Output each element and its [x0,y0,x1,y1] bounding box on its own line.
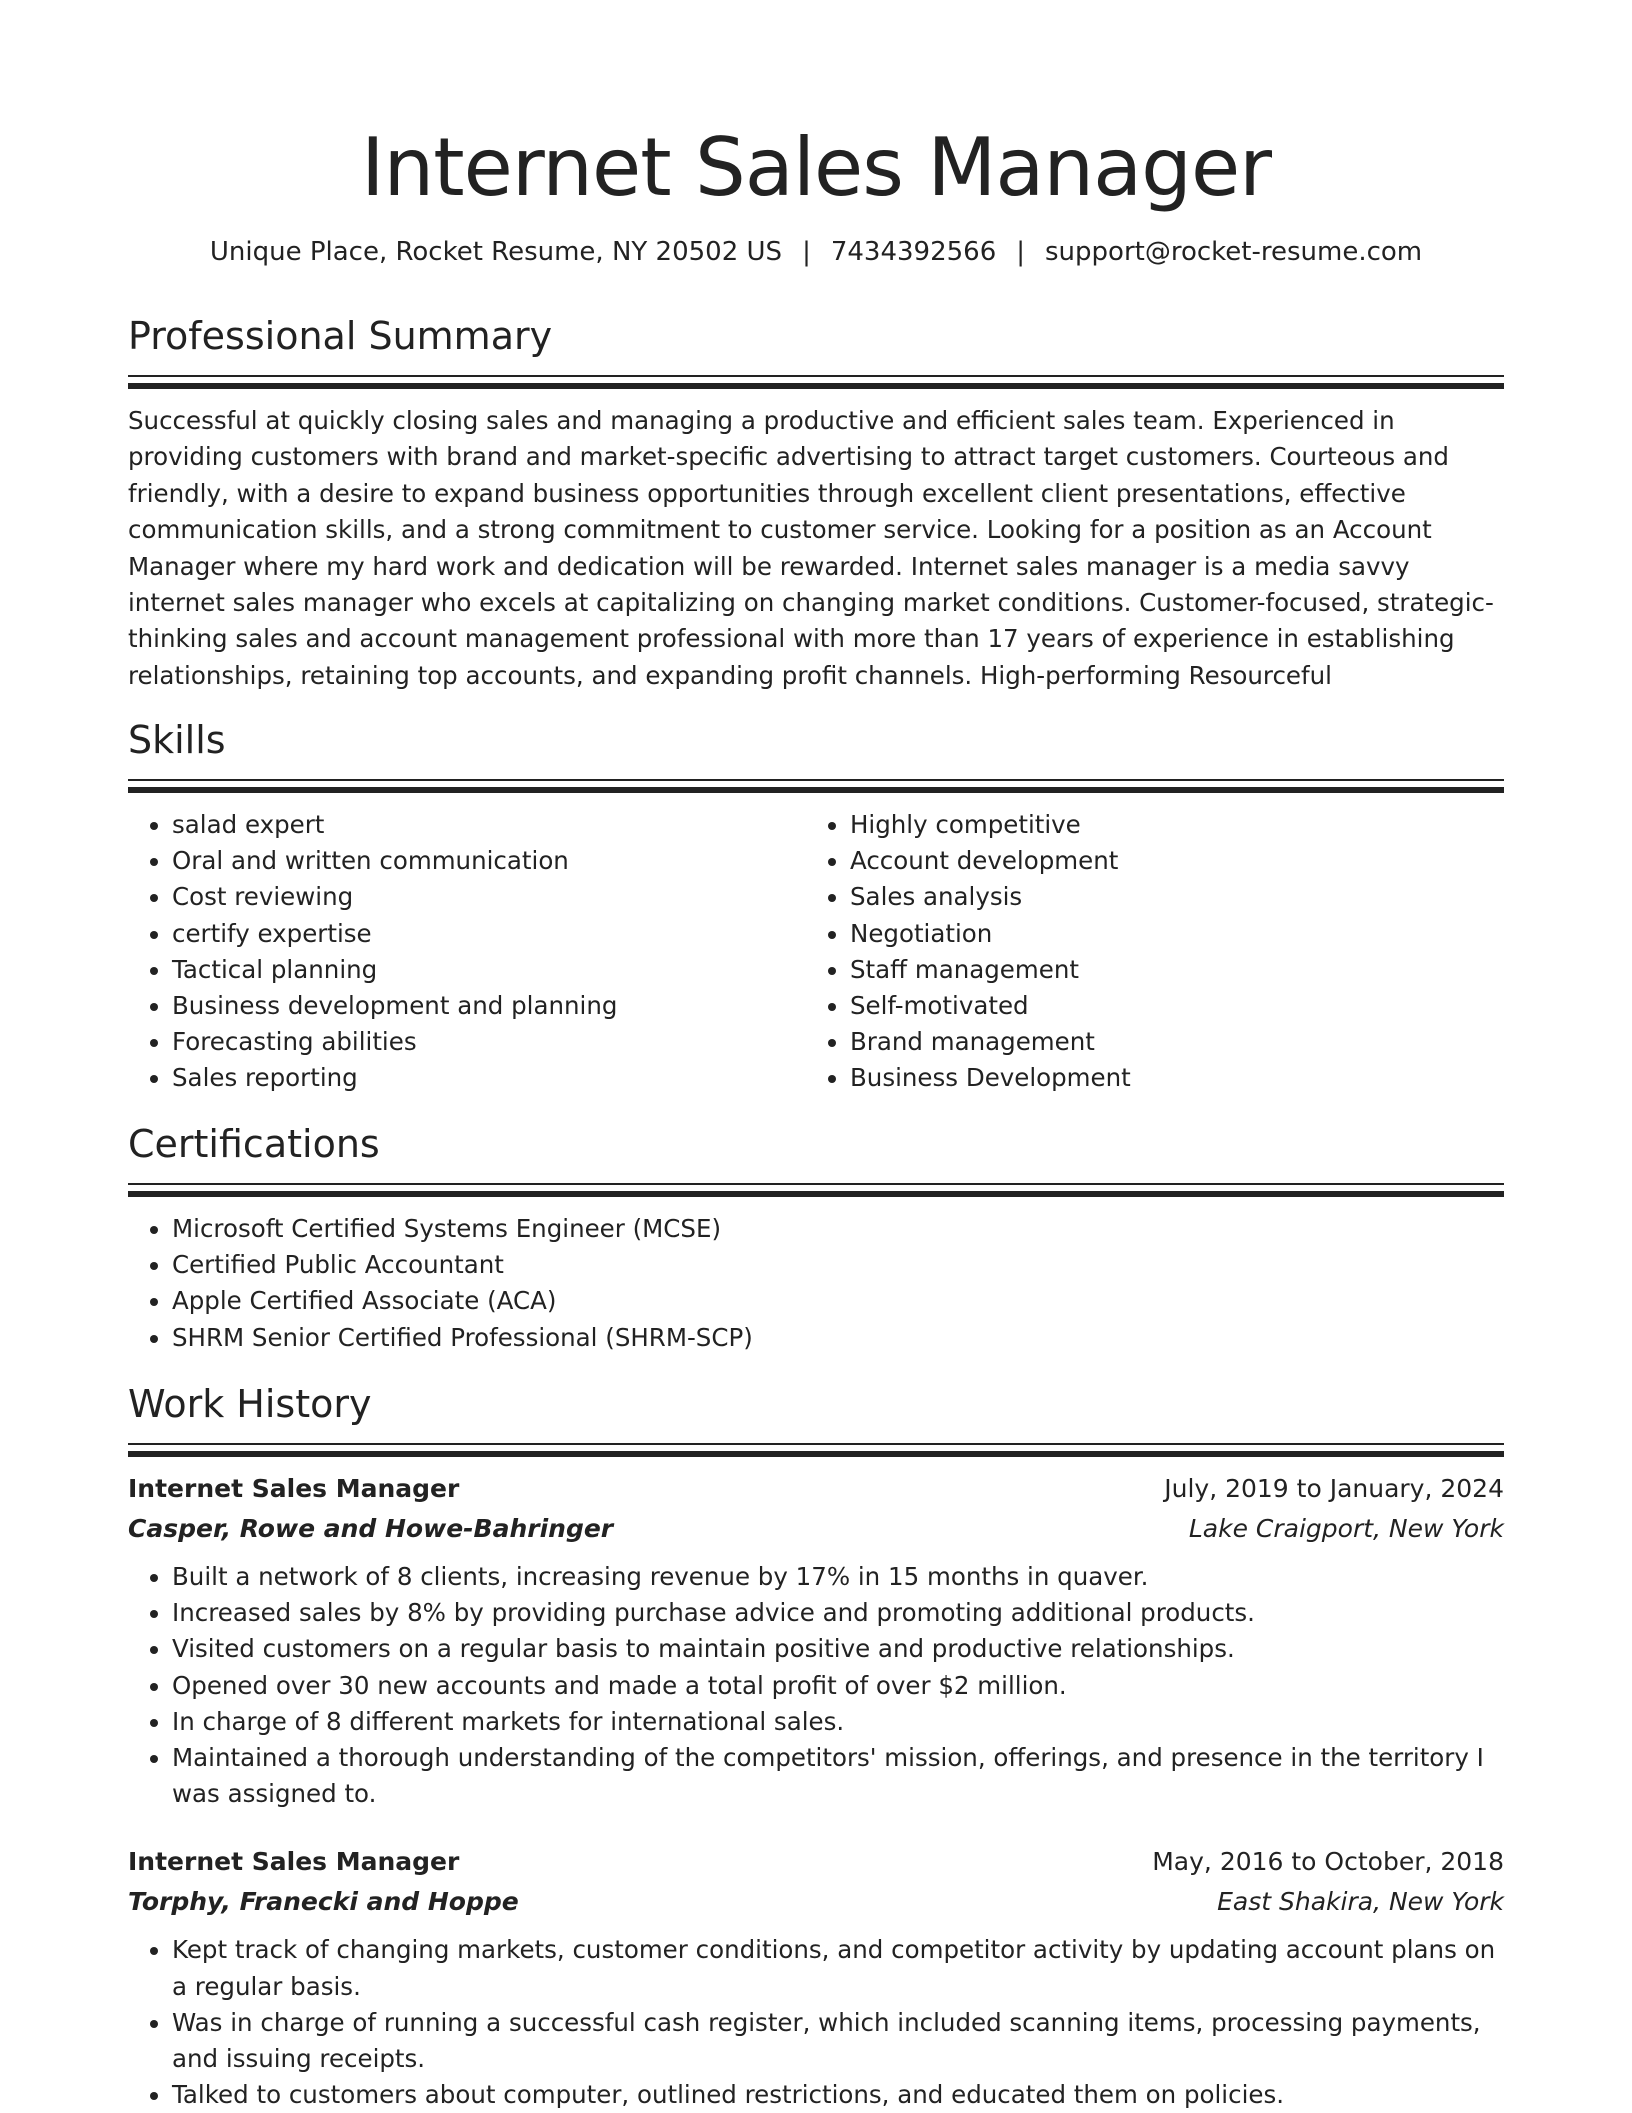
job-bullet: • Increased sales by 8% by providing purchase advice and promoting additional products. [172,1595,1504,1631]
section-divider [128,375,1504,389]
job-title: Internet Sales Manager [128,1847,460,1877]
job-bullet: • Built a network of 8 clients, increasing revenue by 17% in 15 months in quaver. [172,1559,1504,1595]
skill-item: • Sales analysis [850,879,1484,915]
job-bullets [128,1932,1504,2113]
certification-item: • SHRM Senior Certified Professional (SHRM-SCP) [172,1320,1504,1356]
work-history-section [128,1379,1504,2113]
job-header [128,1469,1504,1509]
contact-phone: 7434392566 [830,237,997,267]
job-entry [128,1469,1504,1812]
job-subheader [128,1509,1504,1549]
job-header [128,1842,1504,1882]
skill-item: • Forecasting abilities [172,1024,806,1060]
job-company: Torphy, Franecki and Hoppe [128,1887,519,1917]
section-divider [128,779,1504,793]
job-bullet: • Talked to customers about computer, outlined restrictions, and educated them on policies. [172,2077,1504,2113]
job-bullet: • Visited customers on a regular basis to maintain positive and productive relationships. [172,1631,1504,1667]
skill-item: • Sales reporting [172,1060,806,1096]
certifications-list [128,1211,1504,1356]
certification-item: • Certified Public Accountant [172,1247,1504,1283]
skills-grid [128,807,1504,1097]
section-title-skills: Skills [128,718,226,762]
certification-item: • Apple Certified Associate (ACA) [172,1283,1504,1319]
job-company: Casper, Rowe and Howe-Bahringer [128,1514,614,1543]
resume-content [128,0,1504,2110]
job-bullet: • Maintained a thorough understanding of the competitors' mission, offerings, and presence in the territory I was assigned to. [172,1740,1504,1812]
skill-item: • Business development and planning [172,988,806,1024]
section-title-certifications: Certifications [128,1122,380,1166]
section-divider [128,1443,1504,1457]
summary-text: Successful at quickly closing sales and managing a productive and efficient sales team. Experienced in providing customers with brand and market-specific advertising to attract target customers. Courteous and friendly, with a desire to expand business opportunities through excellent client presentations, effective communication skills, and a strong commitment to customer service. Looking for a position as an Account Manager where my hard work and dedication will be rewarded. Internet sales manager is a media savvy internet sales manager who excels at capitalizing on changing market conditions. Customer-focused, strategic-thinking sales and account management professional with more than 17 years of experience in establishing relationships, retaining top accounts, and expanding profit channels. High-performing Resourceful [128,406,1494,690]
skill-item: • Oral and written communication [172,843,806,879]
job-location: Lake Craigport, New York [1188,1514,1504,1543]
skill-item: • Highly competitive [850,807,1484,843]
resume-name: Internet Sales Manager [360,121,1272,214]
skill-item: • Cost reviewing [172,879,806,915]
skill-item: • Negotiation [850,916,1484,952]
contact-separator: | [1016,237,1026,267]
skill-item: • salad expert [172,807,806,843]
job-location: East Shakira, New York [1217,1887,1504,1917]
section-title-work-history: Work History [128,1382,372,1426]
skill-item: • Tactical planning [172,952,806,988]
contact-line [128,234,1504,270]
section-title-summary: Professional Summary [128,314,553,358]
skill-item: • Self-motivated [850,988,1484,1024]
section-divider [128,1183,1504,1197]
certifications-section [128,1119,1504,1356]
summary-section [128,311,1504,694]
skills-list-right [806,807,1484,1097]
skill-item: • Business Development [850,1060,1484,1096]
job-bullet: • In charge of 8 different markets for international sales. [172,1704,1504,1740]
skill-item: • certify expertise [172,916,806,952]
skills-section [128,715,1504,1097]
job-bullets [128,1559,1504,1812]
skill-item: • Brand management [850,1024,1484,1060]
job-bullet: • Was in charge of running a successful cash register, which included scanning items, processing payments, and issuing receipts. [172,2005,1504,2077]
job-dates: July, 2019 to January, 2024 [1164,1474,1504,1503]
contact-email: support@rocket-resume.com [1045,237,1423,267]
skills-column-right [806,807,1484,1097]
skills-column-left [128,807,806,1097]
contact-address: Unique Place, Rocket Resume, NY 20502 US [209,237,783,267]
job-entry [128,1842,1504,2113]
certification-item: • Microsoft Certified Systems Engineer (MCSE) [172,1211,1504,1247]
contact-separator: | [802,237,811,267]
skills-list-left [128,807,806,1097]
skill-item: • Account development [850,843,1484,879]
job-subheader [128,1882,1504,1922]
job-dates: May, 2016 to October, 2018 [1152,1847,1504,1877]
skill-item: • Staff management [850,952,1484,988]
job-title: Internet Sales Manager [128,1474,460,1503]
job-bullet: • Kept track of changing markets, customer conditions, and competitor activity by updating account plans on a regular basis. [172,1932,1504,2004]
job-bullet: • Opened over 30 new accounts and made a total profit of over $2 million. [172,1668,1504,1704]
